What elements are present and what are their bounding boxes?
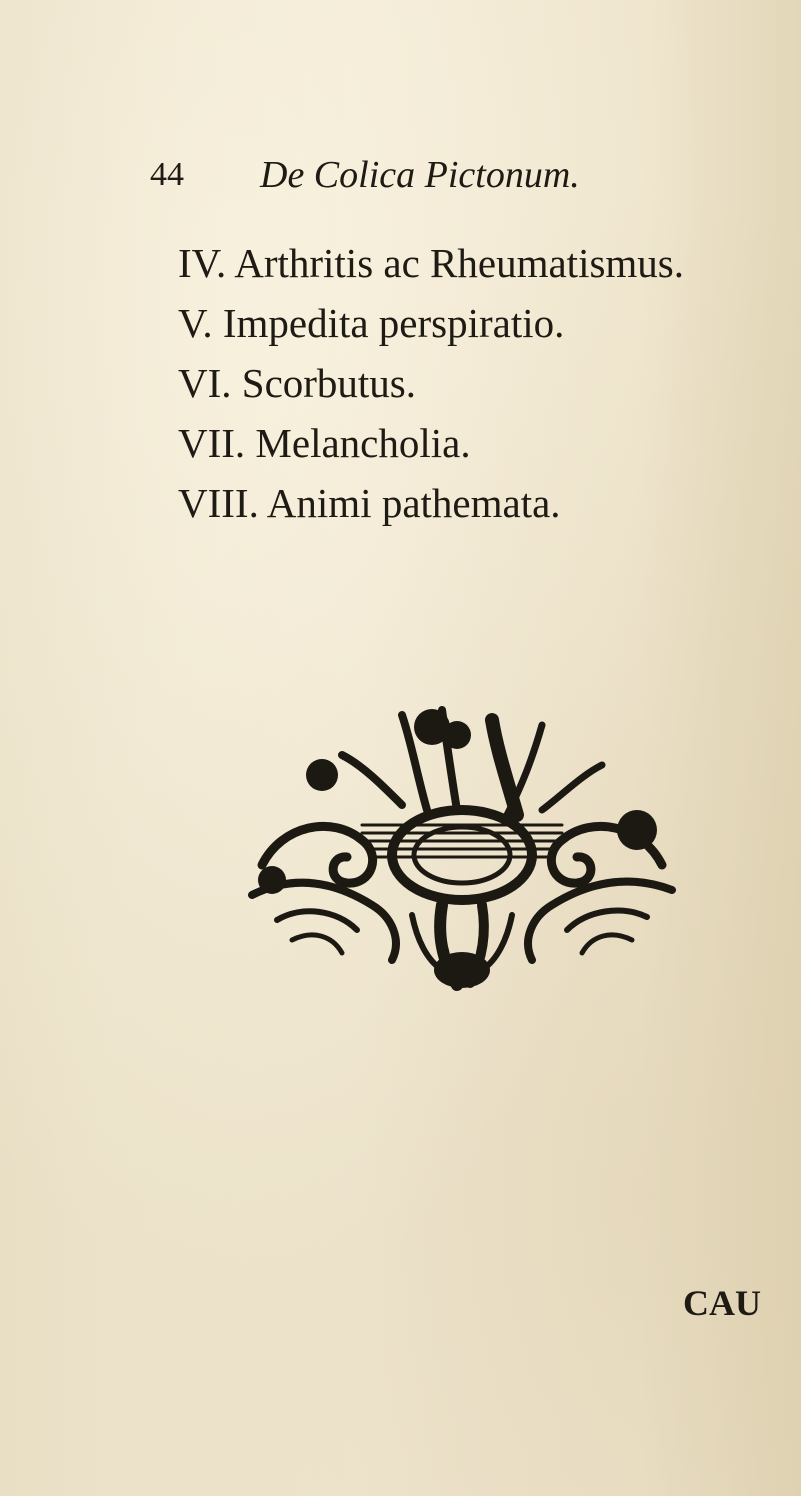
cause-list — [178, 233, 718, 533]
list-item: VI. Scorbutus. — [178, 360, 417, 406]
running-title: De Colica Pictonum. — [260, 154, 580, 196]
list-item: IV. Arthritis ac Rheumatismus. — [178, 240, 685, 286]
list-item: VIII. Animi pathemata. — [178, 480, 561, 526]
catchword: CAU — [683, 1283, 761, 1323]
page-number: 44 — [150, 156, 184, 193]
list-item: V. Impedita perspiratio. — [178, 300, 565, 346]
tailpiece-ornament-icon — [242, 705, 682, 995]
page-header — [150, 150, 710, 200]
list-item: VII. Melancholia. — [178, 420, 471, 466]
